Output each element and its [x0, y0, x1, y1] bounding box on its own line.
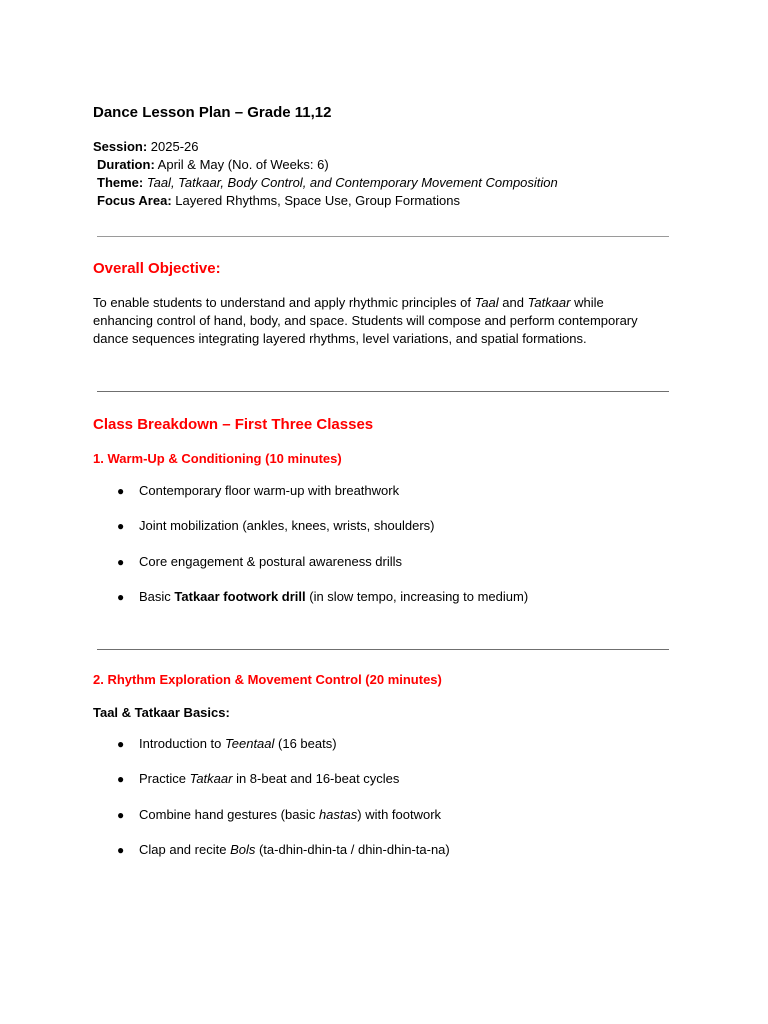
document-title: Dance Lesson Plan – Grade 11,12 [93, 104, 332, 121]
breakdown-heading: Class Breakdown – First Three Classes [93, 416, 374, 433]
section2-list [93, 735, 663, 876]
focus-label: Focus Area: [97, 193, 172, 208]
duration-line [93, 156, 329, 174]
objective-text-start: To enable students to understand and apply rhythmic principles of [93, 295, 475, 310]
bullet-icon: ● [117, 737, 125, 751]
bullet-icon: ● [117, 484, 125, 498]
list-item: ● Combine hand gestures (basic hastas) with footwork [117, 806, 442, 822]
list-item: ● Basic Tatkaar footwork drill (in slow tempo, increasing to medium) [117, 588, 529, 604]
focus-value: Layered Rhythms, Space Use, Group Formations [171, 193, 460, 208]
session-label: Session: [93, 139, 148, 154]
list-item: ● Core engagement & postural awareness drills [117, 553, 403, 569]
divider [97, 236, 669, 237]
list-item: ● Clap and recite Bols (ta-dhin-dhin-ta / dhin-dhin-ta-na) [117, 841, 450, 857]
list-item: ● Contemporary floor warm-up with breathwork [117, 483, 400, 498]
bullet-icon: ● [117, 807, 125, 822]
term-tatkaar: Tatkaar [527, 295, 571, 310]
session-value: 2025-26 [147, 139, 199, 154]
duration-value: April & May (No. of Weeks: 6) [154, 157, 329, 172]
bullet-icon: ● [117, 772, 125, 787]
theme-value: Taal, Tatkaar, Body Control, and Contemporary Movement Composition [143, 175, 558, 190]
term-taal: Taal [474, 295, 499, 310]
objective-heading: Overall Objective: [93, 260, 221, 277]
bullet-icon: ● [117, 589, 125, 604]
list-item: ● Practice Tatkaar in 8-beat and 16-beat cycles [117, 771, 400, 787]
session-line [93, 138, 199, 156]
duration-label: Duration: [97, 157, 155, 172]
list-item: ● Joint mobilization (ankles, knees, wrists, shoulders) [117, 518, 435, 534]
theme-line [93, 174, 558, 192]
section1-list [93, 482, 663, 623]
divider [97, 391, 669, 392]
divider [97, 649, 669, 650]
section1-heading: 1. Warm-Up & Conditioning (10 minutes) [93, 451, 342, 466]
objective-text-end: while enhancing control of hand, body, and space. Students will compose and perform contemporary dance sequences integrating layered rhythms, level variations, and spatial formations. [93, 295, 638, 346]
list-item: ● Introduction to Teentaal (16 beats) [117, 736, 337, 751]
focus-line [93, 192, 460, 210]
bullet-icon: ● [117, 842, 125, 857]
section2-heading: 2. Rhythm Exploration & Movement Control (20 minutes) [93, 672, 442, 687]
bullet-icon: ● [117, 519, 125, 534]
theme-label: Theme: [97, 175, 144, 190]
section2-subheading: Taal & Tatkaar Basics: [93, 705, 230, 720]
bullet-icon: ● [117, 554, 125, 569]
objective-paragraph [93, 294, 663, 348]
objective-text-and: and [498, 295, 528, 310]
